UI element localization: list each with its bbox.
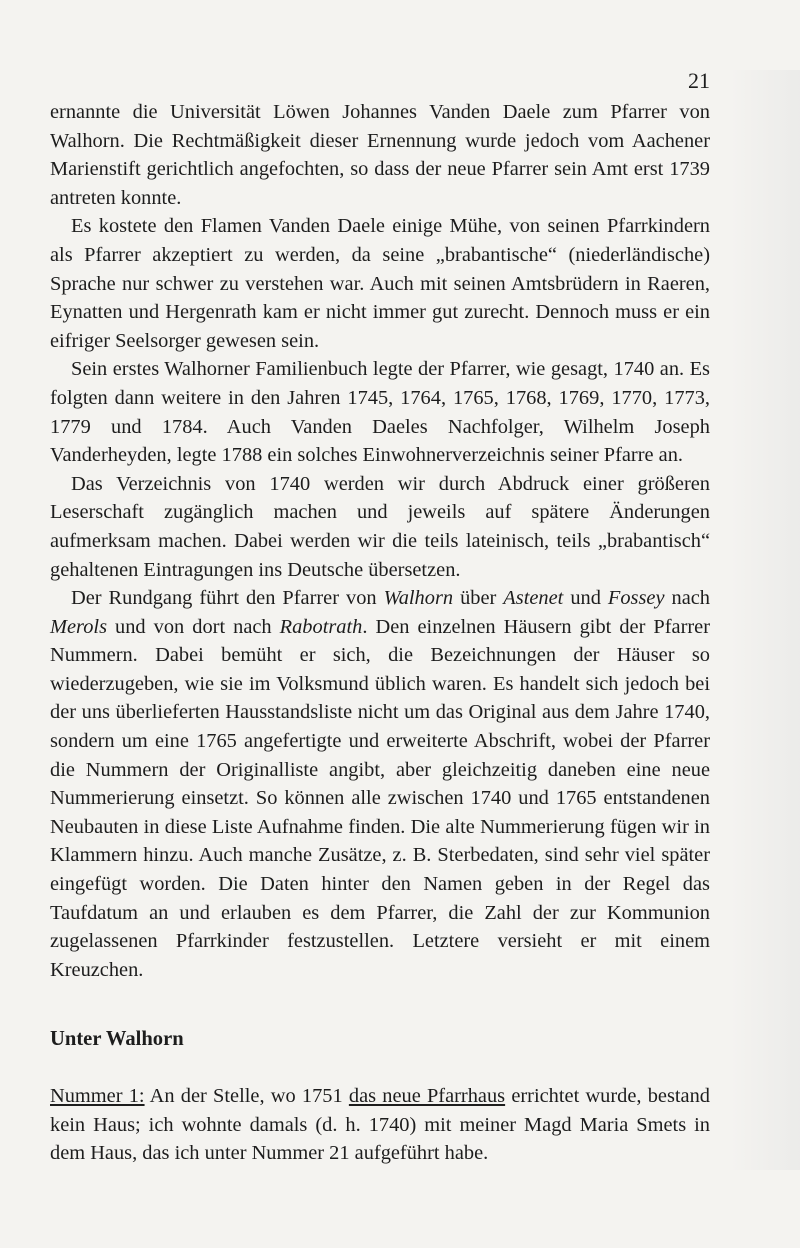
p5-text-b: über [453,587,504,610]
entry-label: Nummer 1: [50,1085,145,1107]
p5-text-e: und von dort nach [107,615,280,638]
page-edge-shadow [730,70,800,1170]
entry-underlined: das neue Pfarrhaus [348,1085,506,1107]
entry-text-a: An der Stelle, wo 1751 [144,1085,349,1107]
entry-text-b: errichtet wurde, bestand kein Haus; ich wohnte damals (d. h. 1740) mit meiner Magd Maria Smets in dem Haus, das ich unter Nummer 21 aufgeführt habe. [50,1085,710,1165]
p5-text-a: Der Rundgang führt den Pfarrer von [71,587,384,610]
section-heading: Unter Walhorn [50,1028,184,1050]
entry-nummer-1 [50,1082,710,1168]
p5-text-d: nach [664,587,710,610]
page-number: 21 [688,68,710,93]
p5-text-c: und [563,587,608,610]
place-rabotrath: Rabotrath [279,615,363,638]
paragraph-1: ernannte die Universität Löwen Johannes Vanden Daele zum Pfarrer von Walhorn. Die Rechtmäßigkeit dieser Ernennung wurde jedoch vom Aachener Marienstift gerichtlich angefochten, so dass der neue Pfarrer sein Amt erst 1739 antreten konnte. [50,101,710,209]
paragraph-2: Es kostete den Flamen Vanden Daele einige Mühe, von seinen Pfarrkindern als Pfarrer akzeptiert zu werden, da seine „brabantische“ (niederländische) Sprache nur schwer zu verstehen war. Auch mit seinen Amtsbrüdern in Raeren, Eynatten und Hergenrath kam er nicht immer gut zurecht. Dennoch muss er ein eifriger Seelsorger gewesen sein. [50,215,710,352]
paragraph-4: Das Verzeichnis von 1740 werden wir durch Abdruck einer größeren Leserschaft zugänglich machen und jeweils auf spätere Änderungen aufmerksam machen. Dabei werden wir die teils lateinisch, teils „brabantisch“ gehaltenen Eintragungen ins Deutsche übersetzen. [50,472,710,581]
entry-paragraph [50,1082,710,1168]
body-text [50,98,710,984]
p5-text-f: . Den einzelnen Häusern gibt der Pfarrer Nummern. Dabei bemüht er sich, die Bezeichnungen der Häuser so wiederzugeben, wie sie im Volksmund üblich waren. Es handelt sich jedoch bei der uns überlieferten Hausstandsliste nicht um das Original aus dem Jahre 1740, sondern um eine 1765 angefertigte und erweiterte Abschrift, wobei der Pfarrer die Nummern der Originalliste angibt, aber gleichzeitig daneben eine neue Nummerierung einsetzt. So können alle zwischen 1740 und 1765 entstandenen Neubauten in diese Liste Aufnahme finden. Die alte Nummerierung fügen wir in Klammern hinzu. Auch manche Zusätze, z. B. Sterbedaten, sind sehr viel später eingefügt worden. Die Daten hinter den Namen geben in der Regel das Taufdatum an und erlauben es dem Pfarrer, die Zahl der zur Kommunion zugelassenen Pfarrkinder festzustellen. Letztere versieht er mit einem Kreuzchen. [50,615,710,981]
paragraph-3: Sein erstes Walhorner Familienbuch legte der Pfarrer, wie gesagt, 1740 an. Es folgten dann weitere in den Jahren 1745, 1764, 1765, 1768, 1769, 1770, 1773, 1779 und 1784. Auch Vanden Daeles Nachfolger, Wilhelm Joseph Vanderheyden, legte 1788 ein solches Einwohnerverzeichnis seiner Pfarre an. [50,358,710,467]
book-page [50,0,710,1248]
place-fossey: Fossey [607,587,665,610]
place-merols: Merols [50,615,108,638]
place-astenet: Astenet [503,587,564,610]
place-walhorn: Walhorn [383,587,454,610]
paragraph-5 [50,584,710,984]
